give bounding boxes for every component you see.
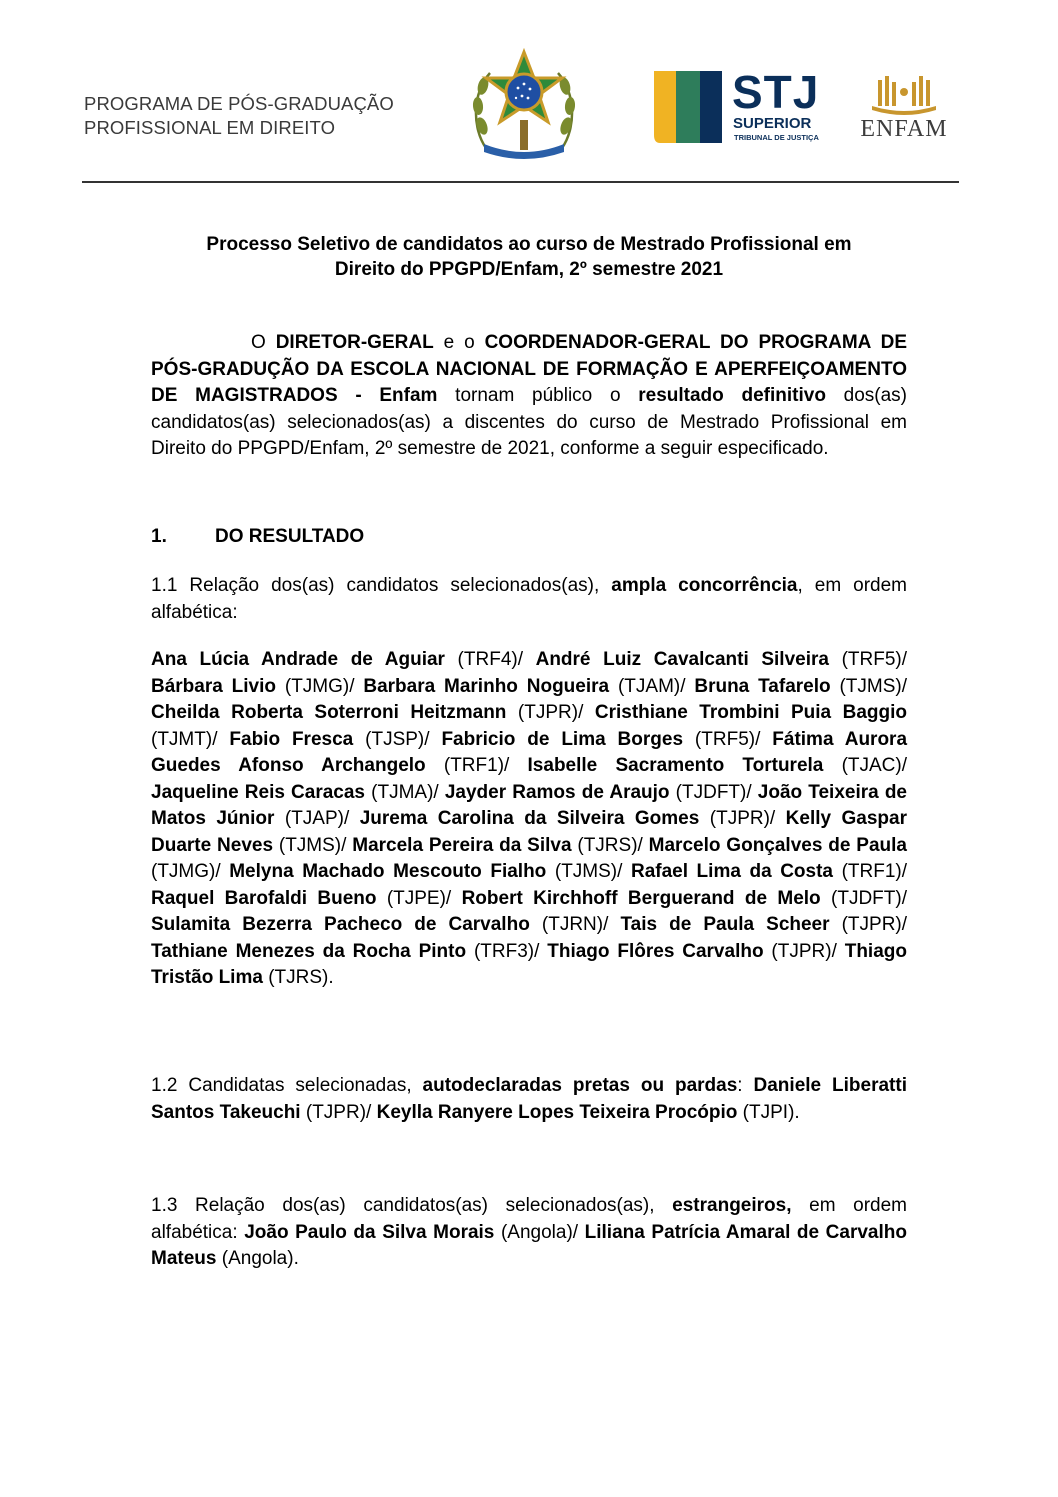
candidate-name: Fabio Fresca xyxy=(229,728,354,750)
header-divider xyxy=(82,181,959,183)
intro-rest: dos(as) candidatos(as) selecionados(as) a discentes do curso de Mestrado Profissional em Direito do PPGPD/Enfam, 2º semestre de 2021, conforme a seguir especificado. xyxy=(151,385,908,459)
candidate-court: TJSP xyxy=(371,728,418,750)
intro-paragraph xyxy=(151,330,907,463)
candidate-name: Fabricio de Lima Borges xyxy=(441,728,684,750)
candidate-name: Liliana Patrícia Amaral de Carvalho Mateus xyxy=(151,1221,907,1269)
p13-lead: 1.3 Relação dos(as) candidatos(as) selecionados(as), xyxy=(151,1195,673,1216)
candidate-court: TJRS xyxy=(274,967,323,988)
candidate-court: TRF4 xyxy=(463,649,512,670)
candidate-court: TJMS xyxy=(845,675,896,697)
paragraph-1-2 xyxy=(151,1073,907,1126)
p13-mid: em ordem alfabética: xyxy=(151,1195,908,1243)
candidate-name: Tais de Paula Scheer xyxy=(620,914,830,935)
candidate-name: Jurema Carolina da Silveira Gomes xyxy=(359,808,700,829)
candidate-name: Cristhiane Trombini Puia Baggio xyxy=(594,702,907,723)
candidate-court: TRF1 xyxy=(847,861,896,882)
candidate-name: Thiago Tristão Lima xyxy=(151,940,907,988)
candidate-court: TJRN xyxy=(548,914,597,935)
candidate-name: Rafael Lima da Costa xyxy=(630,861,833,882)
candidate-court: TJDFT xyxy=(837,887,896,909)
candidate-name: Sulamita Bezerra Pacheco de Carvalho xyxy=(151,914,530,935)
candidate-court: TJDFT xyxy=(682,781,741,803)
candidate-name: Keylla Ranyere Lopes Teixeira Procópio xyxy=(376,1101,738,1123)
candidate-court: TJMA xyxy=(377,781,428,803)
candidate-court: TJPR xyxy=(524,702,572,723)
candidate-name: Ana Lúcia Andrade de Aguiar xyxy=(151,649,445,670)
document-title xyxy=(120,232,938,282)
candidate-name: Robert Kirchhoff Berguerand de Melo xyxy=(461,887,821,909)
stj-superior: SUPERIOR xyxy=(733,115,812,132)
enfam-logo xyxy=(858,72,950,146)
candidate-court: TJPI xyxy=(749,1101,789,1123)
stj-logo xyxy=(654,66,820,145)
candidate-name: João Paulo da Silva Morais xyxy=(244,1221,495,1243)
paragraph-1-1 xyxy=(151,573,907,626)
candidate-court: TJPR xyxy=(847,914,896,935)
p12-sep: : xyxy=(737,1075,754,1096)
candidate-name: Bárbara Livio xyxy=(151,675,276,697)
candidate-name: Daniele Liberatti Santos Takeuchi xyxy=(151,1075,907,1123)
candidate-name: Tathiane Menezes da Rocha Pinto xyxy=(151,940,467,962)
candidate-court: TRF5 xyxy=(847,649,896,670)
candidate-name: Kelly Gaspar Duarte Neves xyxy=(151,808,907,856)
candidate-name: Jayder Ramos de Araujo xyxy=(444,781,670,803)
candidate-court: TJPR xyxy=(716,808,764,829)
intro-tornam-publico: tornam público o xyxy=(437,385,639,406)
p13-candidate-list: João Paulo da Silva Morais (Angola)/ Liliana Patrícia Amaral de Carvalho Mateus (Angola). xyxy=(151,1221,907,1269)
candidate-name: Barbara Marinho Nogueira xyxy=(363,675,610,697)
candidate-name: Marcelo Gonçalves de Paula xyxy=(648,834,907,856)
program-name-line2: PROFISSIONAL EM DIREITO xyxy=(84,117,336,138)
p12-candidate-list: Daniele Liberatti Santos Takeuchi (TJPR)/ Keylla Ranyere Lopes Teixeira Procópio (TJPI). xyxy=(151,1075,907,1123)
section-heading-resultado xyxy=(151,526,364,548)
candidate-court: TRF5 xyxy=(701,728,749,750)
paragraph-1-3 xyxy=(151,1193,907,1273)
stj-mark-icon xyxy=(654,71,722,143)
candidate-court: TJPR xyxy=(777,940,826,962)
intro-connector: e o xyxy=(433,332,485,353)
list-ampla-concorrencia: Ana Lúcia Andrade de Aguiar (TRF4)/ André Luiz Cavalcanti Silveira (TRF5)/ Bárbara Livio (TJMG)/ Barbara Marinho Nogueira (TJAM)/ Bruna Tafarelo (TJMS)/ Cheilda Roberta Soterroni Heitzmann (TJPR)/ Cristhiane Trombini Puia Baggio (TJMT)/ Fabio Fresca (TJSP)/ Fabricio de Lima Borges (TRF5)/ Fátima Aurora Guedes Afonso Archangelo (TRF1)/ Isabelle Sacramento Torturela (TJAC)/ Jaqueline Reis Caracas (TJMA)/ Jayder Ramos de Araujo (TJDFT)/ João Teixeira de Matos Júnior (TJAP)/ Jurema Carolina da Silveira Gomes (TJPR)/ Kelly Gaspar Duarte Neves (TJMS)/ Marcela Pereira da Silva (TJRS)/ Marcelo Gonçalves de Paula (TJMG)/ Melyna Machado Mescouto Fialho (TJMS)/ Rafael Lima da Costa (TRF1)/ Raquel Barofaldi Bueno (TJPE)/ Robert Kirchhoff Berguerand de Melo (TJDFT)/ Sulamita Bezerra Pacheco de Carvalho (TJRN)/ Tais de Paula Scheer (TJPR)/ Tathiane Menezes da Rocha Pinto (TRF3)/ Thiago Flôres Carvalho (TJPR)/ Thiago Tristão Lima (TJRS). xyxy=(151,649,908,988)
section-title: DO RESULTADO xyxy=(215,526,365,547)
intro-coordenador: COORDENADOR-GERAL DO PROGRAMA DE PÓS-GRADUÇÃO DA ESCOLA NACIONAL DE FORMAÇÃO E APERFEIÇOAMENTO DE MAGISTRADOS - Enfam xyxy=(151,332,907,406)
candidate-court: TJAC xyxy=(847,755,896,776)
candidate-name: Bruna Tafarelo xyxy=(694,675,831,697)
candidate-court: TJRS xyxy=(583,834,632,856)
candidate-name: Isabelle Sacramento Torturela xyxy=(527,755,824,776)
candidate-name: Jaqueline Reis Caracas xyxy=(151,781,366,803)
p12-autodeclaradas: autodeclaradas pretas ou pardas xyxy=(422,1075,738,1096)
candidate-name: Cheilda Roberta Soterroni Heitzmann xyxy=(151,702,507,723)
document-title-line1: Processo Seletivo de candidatos ao curso de Mestrado Profissional em xyxy=(206,234,852,255)
candidate-name: João Teixeira de Matos Júnior xyxy=(151,781,908,829)
p11-lead: 1.1 Relação dos(as) candidatos selecionados(as), xyxy=(151,575,612,596)
candidate-court: TJMT xyxy=(157,728,206,750)
candidate-name: Fátima Aurora Guedes Afonso Archangelo xyxy=(151,728,908,776)
candidate-court: Angola xyxy=(228,1248,288,1269)
stj-acronym: STJ xyxy=(732,66,820,118)
program-name-line1: PROGRAMA DE PÓS-GRADUAÇÃO xyxy=(84,93,394,114)
brazil-coat-of-arms-icon xyxy=(466,48,582,164)
stj-tribunal: TRIBUNAL DE JUSTIÇA xyxy=(734,133,819,142)
candidate-court: TJAP xyxy=(291,808,338,829)
p13-estrangeiros: estrangeiros, xyxy=(672,1195,792,1216)
p12-lead: 1.2 Candidatas selecionadas, xyxy=(151,1075,423,1096)
candidate-court: TJMS xyxy=(561,861,611,882)
intro-word-o: O xyxy=(251,332,266,353)
p11-tail: , em ordem alfabética: xyxy=(151,575,907,623)
candidate-court: TJAM xyxy=(624,675,674,697)
candidate-name: Raquel Barofaldi Bueno xyxy=(151,887,377,909)
p11-ampla-concorrencia: ampla concorrência xyxy=(611,575,798,596)
enfam-book-icon xyxy=(858,72,950,116)
candidate-court: TRF1 xyxy=(450,755,498,776)
document-title-line2: Direito do PPGPD/Enfam, 2º semestre 2021 xyxy=(334,259,724,280)
candidate-court: TJMG xyxy=(157,861,210,882)
program-name xyxy=(84,92,394,140)
enfam-wordmark: ENFAM xyxy=(860,116,948,142)
candidate-court: TJMG xyxy=(291,675,343,697)
candidate-name: Melyna Machado Mescouto Fialho xyxy=(229,861,547,882)
candidate-court: TRF3 xyxy=(480,940,528,962)
candidate-court: TJPE xyxy=(393,887,440,909)
candidate-name: André Luiz Cavalcanti Silveira xyxy=(535,649,829,670)
intro-diretor-geral: DIRETOR-GERAL xyxy=(275,332,434,353)
candidate-court: Angola xyxy=(507,1221,567,1243)
section-number: 1. xyxy=(151,526,167,547)
intro-resultado-definitivo: resultado definitivo xyxy=(638,385,826,406)
candidate-name: Marcela Pereira da Silva xyxy=(352,834,572,856)
candidate-court: TJMS xyxy=(285,834,335,856)
candidate-court: TJPR xyxy=(312,1101,360,1123)
candidate-name: Thiago Flôres Carvalho xyxy=(547,940,764,962)
